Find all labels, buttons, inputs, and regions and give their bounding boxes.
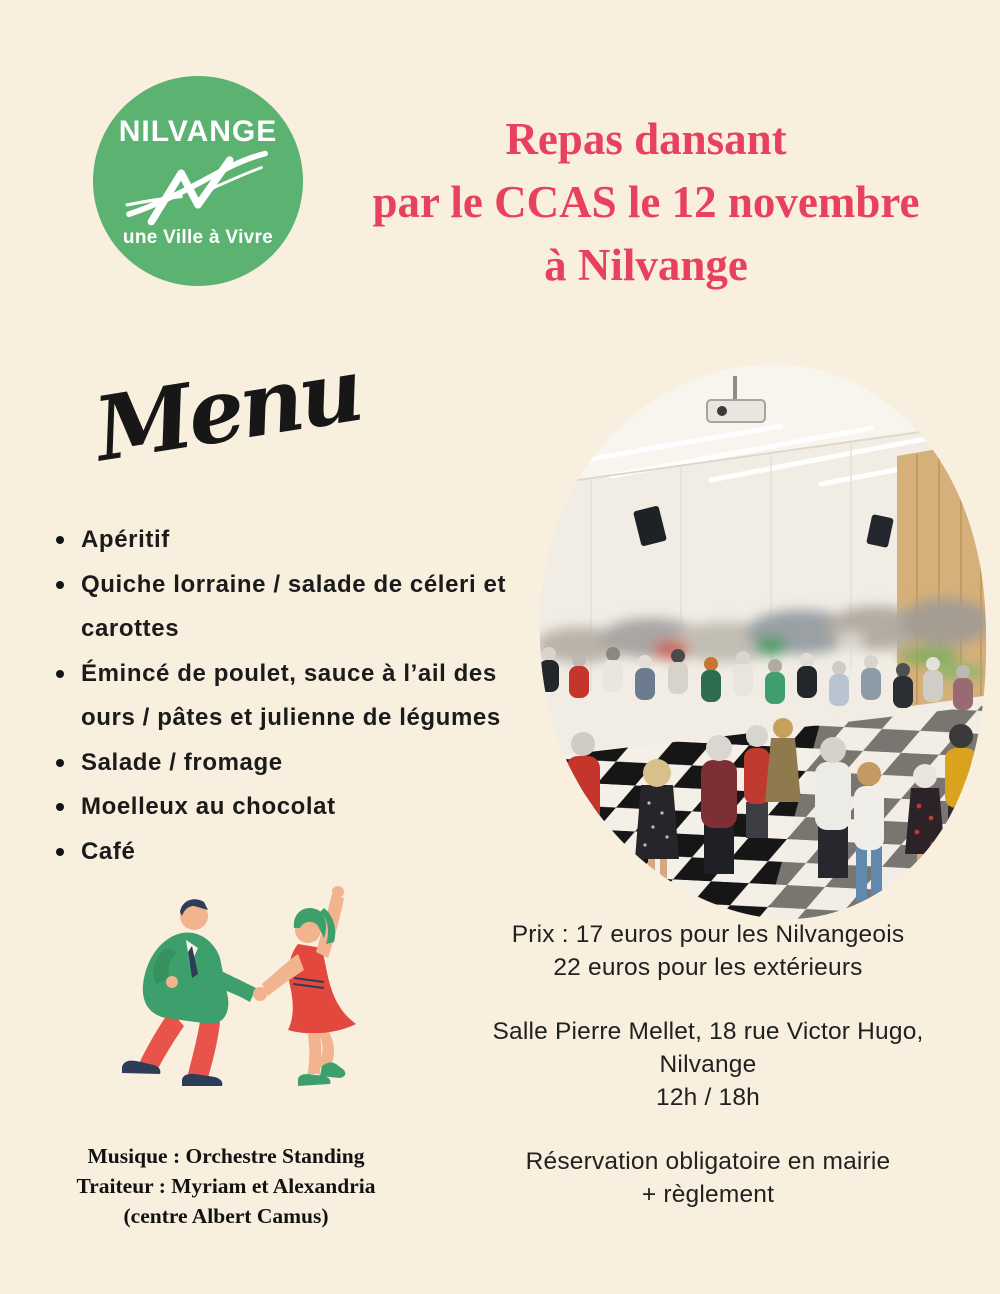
menu-item: Café	[56, 830, 518, 875]
event-title	[300, 108, 992, 297]
nilvange-swoosh-icon	[123, 147, 273, 231]
title-line-3: à Nilvange	[544, 240, 748, 290]
dance-hall-photo-illustration	[521, 360, 991, 938]
price-line: 22 euros pour les extérieurs	[553, 954, 863, 981]
venue-line: Nilvange	[659, 1051, 757, 1078]
dancing-couple-illustration	[82, 882, 404, 1134]
bullet-icon	[56, 536, 64, 544]
menu-item: Émincé de poulet, sauce à l’ail des ours / pâtes et julienne de légumes	[56, 652, 518, 741]
menu-item: Apéritif	[56, 518, 518, 563]
venue-line: 12h / 18h	[656, 1084, 760, 1111]
logo-tagline: une Ville à Vivre	[122, 227, 274, 248]
credits-line: Traiteur : Myriam et Alexandria	[76, 1174, 376, 1198]
venue-info	[420, 1015, 996, 1114]
reservation-info	[420, 1145, 996, 1211]
bullet-icon	[56, 803, 64, 811]
bullet-icon	[56, 670, 64, 678]
title-line-1: Repas dansant	[505, 114, 787, 164]
credits	[36, 1141, 416, 1231]
price-info	[420, 918, 996, 984]
menu-list	[56, 518, 518, 874]
credits-line: (centre Albert Camus)	[123, 1204, 329, 1228]
man-dancer	[122, 899, 267, 1086]
price-line: Prix : 17 euros pour les Nilvangeois	[511, 921, 905, 948]
nilvange-logo	[93, 76, 303, 286]
credits-line: Musique : Orchestre Standing	[87, 1144, 365, 1168]
reservation-line: + règlement	[641, 1181, 775, 1208]
bullet-icon	[56, 848, 64, 856]
menu-heading: Menu	[87, 337, 367, 482]
event-details	[420, 918, 996, 1211]
bullet-icon	[56, 759, 64, 767]
bullet-icon	[56, 581, 64, 589]
title-line-2: par le CCAS le 12 novembre	[372, 177, 920, 227]
event-photo	[521, 360, 991, 938]
venue-line: Salle Pierre Mellet, 18 rue Victor Hugo,	[492, 1018, 924, 1045]
reservation-line: Réservation obligatoire en mairie	[525, 1148, 891, 1175]
woman-dancer	[262, 886, 356, 1086]
menu-item: Salade / fromage	[56, 741, 518, 786]
menu-item: Quiche lorraine / salade de céleri et carottes	[56, 563, 518, 652]
logo-title: NILVANGE	[118, 115, 278, 148]
menu-item: Moelleux au chocolat	[56, 785, 518, 830]
